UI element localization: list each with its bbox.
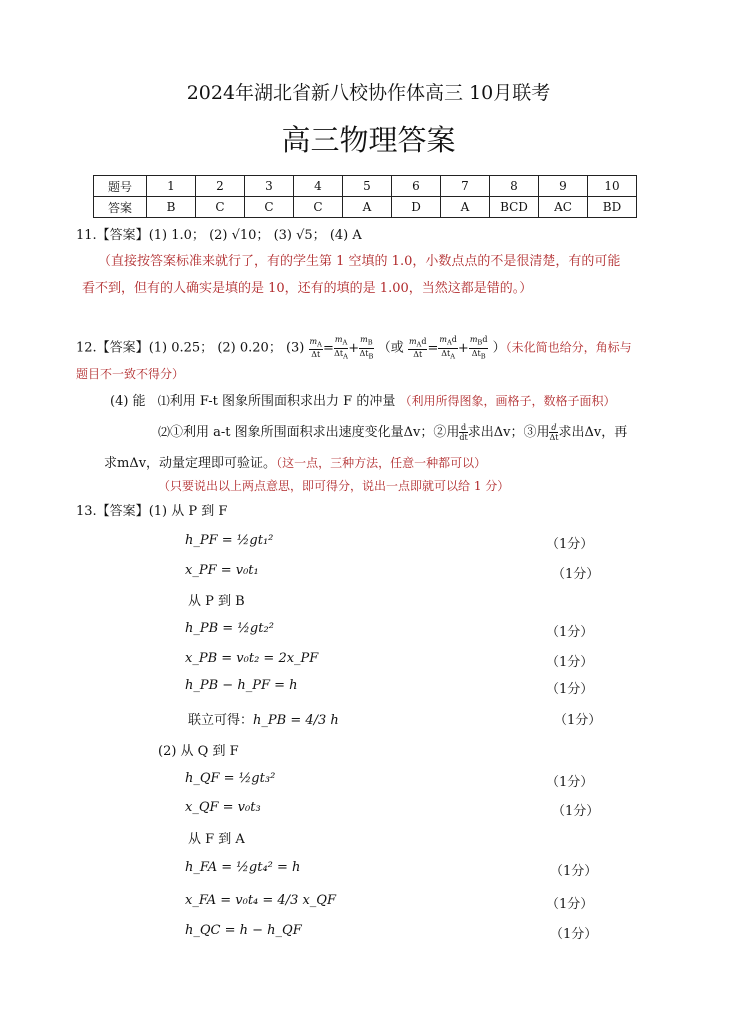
q13-point: （1分） [554,713,602,728]
q13-point: （1分） [546,775,594,790]
q11-prefix: 11.【答案】 [76,228,149,243]
q12-note1: （未化简也给分，角标与 [505,340,632,355]
q12-method1-num: ⑴ [157,394,170,408]
table-row [94,176,637,197]
q12-answer-line [76,335,632,361]
q12-method2-note: （这一点，三种方法，任意一种都可以） [276,456,487,470]
q13-sub2: 从 F 到 A [188,832,245,847]
table-cell: 9 [539,176,588,197]
table-row [94,197,637,218]
q13-part2-intro: (2) 从 Q 到 F [158,744,239,759]
table-cell: A [343,197,392,218]
q13-point: （1分） [552,804,600,819]
table-cell: 2 [196,176,245,197]
q11-part3: (3) √5； [273,228,326,243]
q11-part2: (2) √10； [209,228,270,243]
table-cell: 7 [441,176,490,197]
table-cell: B [147,197,196,218]
q12-method1-note: （利用所得图象，画格子，数格子面积） [399,394,616,408]
table-cell: AC [539,197,588,218]
q13-prefix: 13.【答案】 [76,504,149,519]
q13-eq7: h_QF = ½gt₃² [185,771,276,786]
q13-eq11: h_QC = h − h_QF [185,923,302,938]
q12-method2-line2-text: 求mΔv，动量定理即可验证。 [104,456,277,471]
q12-method2-line2 [104,452,486,471]
q12-part1: (1) 0.25； [148,340,214,356]
q12-part4-label: (4) 能 [110,394,146,409]
q12-method2-mid1: 求出Δv；③用 [467,425,550,440]
q13-eq9: h_FA = ½gt₄² = h [185,860,301,875]
q13-point: （1分） [546,625,594,640]
q12-method2-text: ①利用 a-t 图象所围面积求出速度变化量Δv；②用 [170,425,460,440]
q11-part4: (4) A [329,228,362,243]
q13-point: （1分） [550,864,598,879]
q12-part3-label: (3) [285,340,305,356]
q12-method2: ⑵①利用 a-t 图象所围面积求出速度变化量Δv；②用 $\frac{d}{dt}$ 求出Δv；③用 $\frac{d}{\Delta t}$ 求出Δv，再 [158,423,628,442]
q12-formula-alt: $\frac{m_Ad}{\Delta t}$ = $\frac{m_Ad}{\Delta t_A}$ + $\frac{m_Bd}{\Delta t_B}$ [408,335,488,361]
q12-final-note: （只要说出以上两点意思，即可得分，说出一点即就可以给 1 分） [158,479,510,493]
q12-part4 [110,390,615,409]
subject-title: 高三物理答案 [281,123,456,157]
q12-or-text: （或 [377,340,404,356]
q13-eq1: h_PF = ½gt₁² [185,533,274,548]
table-cell: 6 [392,176,441,197]
q13-point: （1分） [546,897,594,912]
exam-title: 2024年湖北省新八校协作体高三 10月联考 [186,82,551,104]
q13-sub1: 从 P 到 B [188,594,245,609]
table-cell: A [441,197,490,218]
q13-eq3: h_PB = ½gt₂² [185,621,274,636]
table-cell: 10 [588,176,637,197]
q13-point: （1分） [546,655,594,670]
q13-eq4: x_PB = v₀t₂ = 2x_PF [185,651,319,666]
q12-prefix: 12.【答案】 [76,340,149,356]
q13-part1-intro: (1) 从 P 到 F [148,504,228,519]
q11-part1: (1) 1.0； [148,228,205,243]
q13-eq10: x_FA = v₀t₄ = 4/3 x_QF [185,893,336,908]
q12-method2-num: ⑵ [158,425,171,439]
q12-method2-mid2: 求出Δv，再 [558,425,628,440]
table-cell: C [294,197,343,218]
q13-eq2: x_PF = v₀t₁ [185,563,259,578]
q12-formula: $\frac{m_A}{\Delta t}$ = $\frac{m_A}{\Delta t_A}$ + $\frac{m_B}{\Delta t_B}$ [309,335,374,361]
q13-eq6-line [188,709,339,728]
table-cell: BCD [490,197,539,218]
q12-note1-cont: 题目不一致不得分） [76,367,185,381]
q13-eq8: x_QF = v₀t₃ [185,800,261,815]
q11-answer-line [76,224,362,243]
row-label: 答案 [94,197,147,218]
q13-point: （1分） [552,567,600,582]
table-cell: 8 [490,176,539,197]
table-cell: 5 [343,176,392,197]
q13-intro [76,500,227,519]
row-label: 题号 [94,176,147,197]
q12-close-paren: ） [492,340,506,356]
table-cell: 1 [147,176,196,197]
q13-eq6: h_PB = 4/3 h [253,713,339,728]
q12-part2: (2) 0.20； [217,340,282,356]
q12-method1-text: 利用 F-t 图象所围面积求出力 F 的冲量 [169,394,396,409]
answer-table [93,175,637,218]
table-cell: C [196,197,245,218]
q11-note-line1: （直接按答案标准来就行了，有的学生第 1 空填的 1.0，小数点点的不是很清楚，有的可能 [98,254,621,269]
q13-point: （1分） [546,537,594,552]
q11-note-line2: 看不到，但有的人确实是填的是 10，还有的填的是 1.00，当然这都是错的。） [82,281,533,296]
table-cell: 3 [245,176,294,197]
table-cell: 4 [294,176,343,197]
table-cell: BD [588,197,637,218]
q13-eq5: h_PB − h_PF = h [185,678,298,693]
q13-point: （1分） [546,682,594,697]
q13-point: （1分） [550,927,598,942]
q13-eq6-label: 联立可得： [188,713,254,728]
table-cell: D [392,197,441,218]
table-cell: C [245,197,294,218]
